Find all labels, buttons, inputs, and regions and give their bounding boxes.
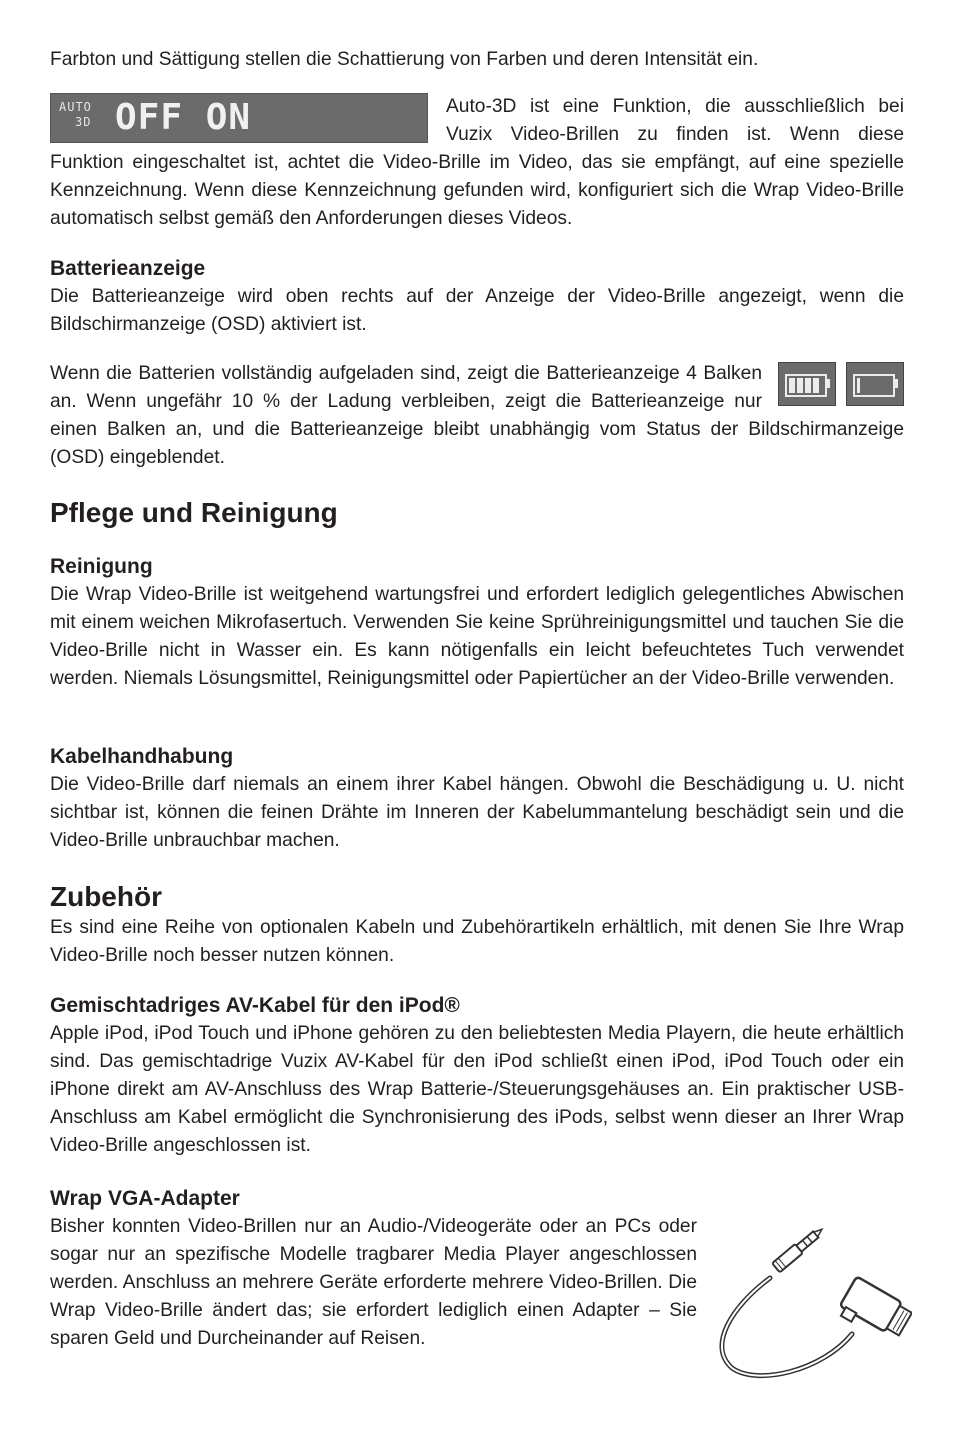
battery-low-icon — [846, 362, 904, 406]
battery-bar — [857, 378, 860, 393]
battery-icons — [778, 362, 904, 406]
battery-bar — [805, 378, 811, 393]
battery-text-2: Wenn die Batterien vollständig aufgeladen sind, zeigt die Batterieanzeige 4 Balken an. Wenn ungefähr 10 % der Ladung verbleiben, zeigt die Batterieanzeige nur einen Balken an, und die Batterieanzeige bleibt unabhängig vom Status der Bildschirmanzeige (OSD) eingeblendet. — [50, 363, 904, 468]
vga-adapter-heading: Wrap VGA-Adapter — [50, 1187, 240, 1210]
av-cable-text: Apple iPod, iPod Touch und iPhone gehören zu den beliebtesten Media Playern, die heute erhältlich sind. Das gemischtadrige Vuzix AV-Kabel für den iPod schließt einen iPod, iPod Touch oder ein iPhone direkt am AV-Anschluss des Wrap Batterie-/Steuerungsgehäuses an. Ein praktischer USB-Anschluss am Kabel ermöglicht die Synchronisierung des iPods, selbst wenn dieser an Ihrer Wrap Video-Brille angeschlossen ist. — [50, 1023, 904, 1156]
auto3d-osd-values: OFF ON — [115, 97, 252, 138]
cleaning-section — [50, 553, 904, 693]
battery-bar — [797, 378, 803, 393]
auto3d-text: Auto-3D ist eine Funktion, die ausschließlich bei Vuzix Video-Brillen zu finden ist. Wenn diese Funktion eingeschaltet ist, achtet die Video-Brille im Video, das sie empfängt, auf eine spezielle Kennzeichnung. Wenn diese Kennzeichnung gefunden wird, konfiguriert sich die Wrap Video-Brille automatisch selbst gemäß den Anforderungen dieses Videos. — [50, 96, 904, 229]
cable-text: Die Video-Brille darf niemals an einem ihrer Kabel hängen. Obwohl die Beschädigung u. U. nicht sichtbar ist, können die feinen Drähte im Inneren der Kabelummantelung beschädigt sein und die Video-Brille unbrauchbar machen. — [50, 774, 904, 851]
cable-heading: Kabelhandhabung — [50, 745, 234, 768]
accessories-intro: Es sind eine Reihe von optionalen Kabeln und Zubehörartikeln erhältlich, mit denen Sie Ihre Wrap Video-Brille noch besser nutzen können. — [50, 917, 904, 966]
battery-full-icon — [778, 362, 836, 406]
av-cable-heading: Gemischtadriges AV-Kabel für den iPod® — [50, 994, 460, 1017]
cable-section — [50, 743, 904, 855]
cleaning-heading: Reinigung — [50, 555, 153, 578]
auto3d-osd-image — [50, 93, 428, 143]
battery-heading: Batterieanzeige — [50, 257, 206, 280]
hue-saturation-text: Farbton und Sättigung stellen die Schattierung von Farben und deren Intensität ein. — [50, 49, 759, 70]
battery-text-1: Die Batterieanzeige wird oben rechts auf der Anzeige der Video-Brille angezeigt, wenn die Bildschirmanzeige (OSD) aktiviert ist. — [50, 286, 904, 335]
av-cable-section — [50, 992, 904, 1160]
care-heading: Pflege und Reinigung — [50, 497, 338, 528]
auto3d-section — [50, 93, 904, 233]
accessories-section — [50, 880, 904, 970]
battery-section — [50, 255, 904, 339]
battery-bar — [789, 378, 795, 393]
accessories-heading: Zubehör — [50, 881, 162, 912]
intro-section — [50, 46, 904, 74]
cleaning-text: Die Wrap Video-Brille ist weitgehend wartungsfrei und erfordert lediglich gelegentliches Abwischen mit einem weichen Mikrofasertuch. Verwenden Sie keine Sprühreinigungsmittel und tauchen Sie die Video-Brille nicht in Wasser ein. Es kann nötigenfalls ein leicht befeuchtetes Tuch verwendet werden. Niemals Lösungsmittel, Reinigungsmittel oder Papiertücher an der Video-Brille verwenden. — [50, 584, 904, 689]
vga-adapter-text: Bisher konnten Video-Brillen nur an Audio-/Videogeräte oder an PCs oder sogar nur an spezifische Modelle tragbarer Media Player angeschlossen werden. Anschluss an mehrere Geräte erforderte mehrere Video-Brillen. Die Wrap Video-Brille ändert das; sie erfordert lediglich einen Adapter – Sie sparen Geld und Durcheinander auf Reisen. — [50, 1216, 697, 1349]
care-section — [50, 496, 904, 530]
vga-adapter-illustration — [712, 1216, 912, 1386]
battery-levels-section — [50, 360, 904, 472]
auto3d-osd-label: AUTO 3D — [59, 100, 92, 129]
battery-bar — [813, 378, 819, 393]
